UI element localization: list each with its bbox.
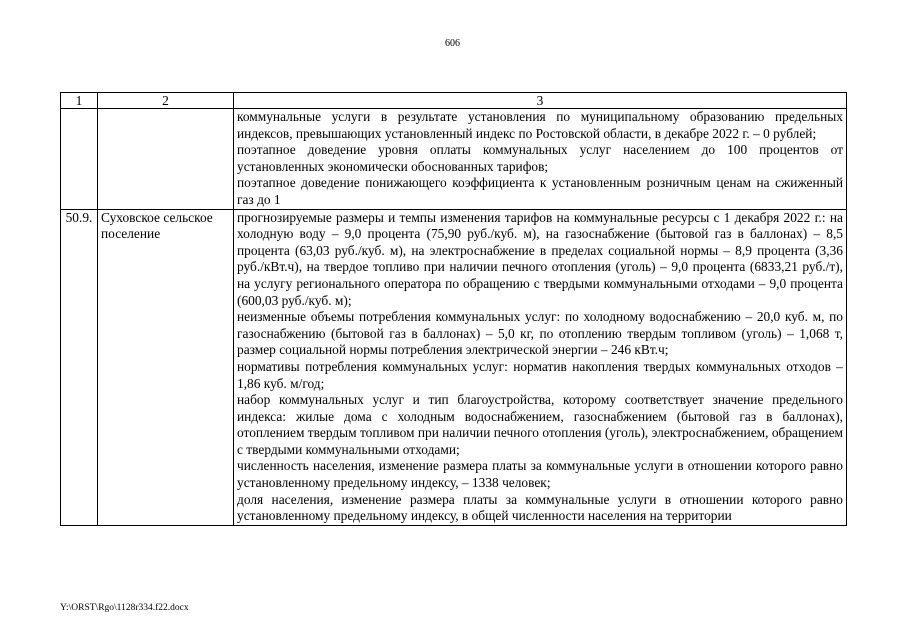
tariff-table [60,92,847,526]
row-name: Суховское сельское поселение [98,209,234,525]
table-header-row [61,93,847,109]
paragraph: поэтапное доведение уровня оплаты коммунальных услуг населением до 100 процентов от установленных экономически обоснованных тарифов; [237,142,843,174]
row-content [234,109,847,210]
paragraph: коммунальные услуги в результате установления по муниципальному образованию предельных индексов, превышающих установленный индекс по Ростовской области, в декабре 2022 г. – 0 рублей; [237,109,843,141]
paragraph: прогнозируемые размеры и темпы изменения тарифов на коммунальные ресурсы с 1 декабря 2022 г.: на холодную воду – 9,0 процента (75,90 руб./куб. м), на газоснабжение (бытовой газ в баллонах) – 8,5 процента (63,03 руб./куб. м), на электроснабжение в пределах социальной нормы – 8,9 процента (3,36 руб./кВт.ч), на твердое топливо при наличии печного отопления (уголь) – 9,0 процента (6833,21 руб./т), на услугу регионального оператора по обращению с твердыми коммунальными отходами – 9,0 процента (600,03 руб./куб. м); [237,209,843,308]
header-col-2: 2 [98,93,234,109]
header-col-3: 3 [234,93,847,109]
header-col-1: 1 [61,93,98,109]
row-number: 50.9. [61,209,98,525]
row-content [234,209,847,525]
paragraph: доля населения, изменение размера платы за коммунальные услуги в отношении которого равно установленному предельному индексу, в общей численности населения на территории [237,491,843,524]
page-number: 606 [445,38,460,49]
paragraph: набор коммунальных услуг и тип благоустройства, которому соответствует значение предельного индекса: жилые дома с холодным водоснабжением, газоснабжением (бытовой газ в баллонах), отоплением твердым топливом при наличии печного отопления (уголь), электроснабжением, обращением с твердыми коммунальными отходами; [237,392,843,457]
paragraph: неизменные объемы потребления коммунальных услуг: по холодному водоснабжению – 20,0 куб. м, по газоснабжению (бытовой газ в баллонах) – 5,0 кг, по отоплению твердым топливом (уголь) – 1,068 т, размер социальной нормы потребления электрической энергии – 246 кВт.ч; [237,309,843,358]
table-row [61,209,847,525]
paragraph: численность населения, изменение размера платы за коммунальные услуги в отношении которого равно установленному предельному индексу, – 1338 человек; [237,458,843,491]
row-name [98,109,234,210]
row-number [61,109,98,210]
paragraph: нормативы потребления коммунальных услуг: норматив накопления твердых коммунальных отходов – 1,86 куб. м/год; [237,358,843,391]
paragraph: поэтапное доведение понижающего коэффициента к установленным розничным ценам на сжиженный газ до 1 [237,175,843,207]
table-row [61,109,847,210]
file-path-footer: Y:\ORST\Rgo\1128r334.f22.docx [60,603,189,613]
